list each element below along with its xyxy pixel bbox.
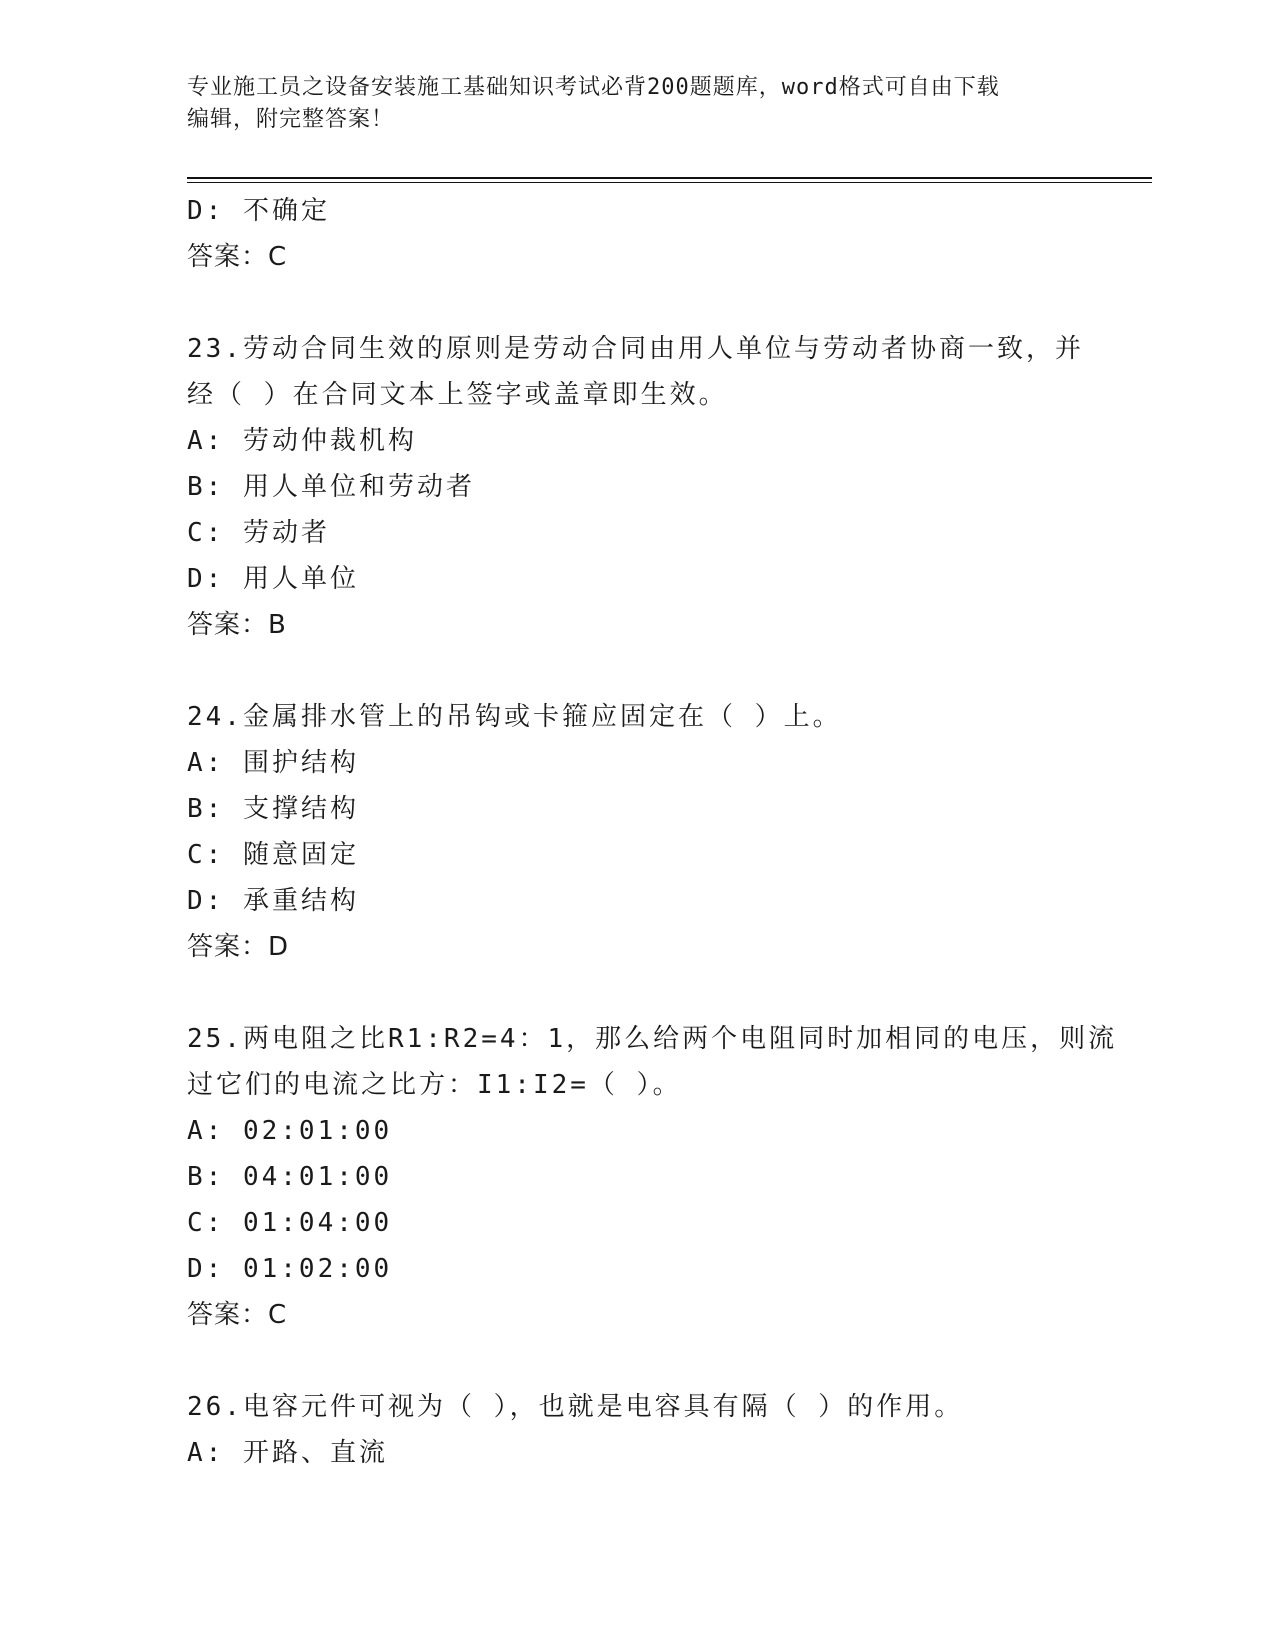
question-25 (187, 1016, 1118, 1338)
header-title-line-2: 编辑，附完整答案！ (187, 107, 395, 132)
header-title-line-1: 专业施工员之设备安装施工基础知识考试必背200题题库，word格式可自由下载 (187, 75, 1000, 100)
question-26 (187, 1384, 1087, 1476)
header-divider-thick (187, 177, 1152, 179)
question-stem: 24.金属排水管上的吊钩或卡箍应固定在（ ）上。 (187, 702, 842, 732)
question-stem: 25.两电阻之比R1:R2=4：1，那么给两个电阻同时加相同的电压，则流 (187, 1024, 1118, 1054)
question-stem-continued: 经（ ）在合同文本上签字或盖章即生效。 (187, 380, 728, 410)
option-a: A: 开路、直流 (187, 1438, 388, 1468)
header-divider-thin (187, 182, 1152, 183)
answer-line: 答案：C (187, 1300, 288, 1330)
question-gap (187, 970, 1087, 1016)
question-22-tail (187, 188, 1087, 280)
option-d: D: 用人单位 (187, 564, 359, 594)
option-a: A: 围护结构 (187, 748, 359, 778)
answer-line: 答案：D (187, 932, 290, 962)
question-gap (187, 1338, 1087, 1384)
option-d: D: 不确定 (187, 196, 330, 226)
question-gap (187, 280, 1087, 326)
option-d: D: 承重结构 (187, 886, 359, 916)
question-list (187, 188, 1118, 1476)
question-23 (187, 326, 1087, 648)
question-stem-continued: 过它们的电流之比方：I1:I2=（ ）。 (187, 1070, 682, 1100)
option-a: A: 02:01:00 (187, 1116, 393, 1146)
answer-line: 答案：B (187, 610, 287, 640)
question-24 (187, 694, 1087, 970)
option-b: B: 04:01:00 (187, 1162, 393, 1192)
question-gap (187, 648, 1087, 694)
question-stem: 26.电容元件可视为（ ），也就是电容具有隔（ ）的作用。 (187, 1392, 964, 1422)
option-c: C: 随意固定 (187, 840, 359, 870)
answer-line: 答案：C (187, 242, 288, 272)
option-c: C: 劳动者 (187, 518, 330, 548)
question-stem: 23.劳动合同生效的原则是劳动合同由用人单位与劳动者协商一致，并 (187, 334, 1084, 364)
option-b: B: 支撑结构 (187, 794, 359, 824)
option-d: D: 01:02:00 (187, 1254, 393, 1284)
option-c: C: 01:04:00 (187, 1208, 393, 1238)
document-header (187, 72, 1087, 136)
option-b: B: 用人单位和劳动者 (187, 472, 475, 502)
option-a: A: 劳动仲裁机构 (187, 426, 417, 456)
